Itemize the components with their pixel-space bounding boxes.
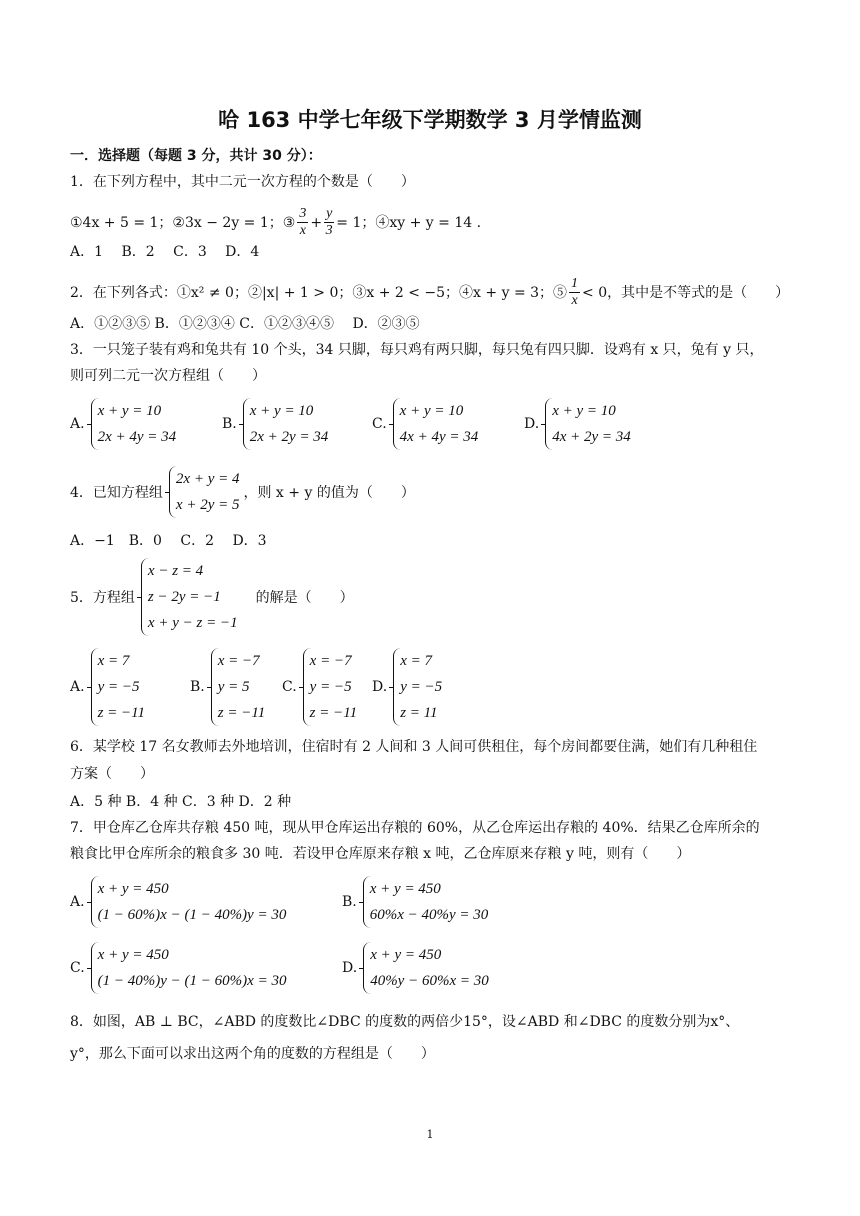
question-6-stem-line1: 6．某学校 17 名女教师去外地培训，住宿时有 2 人间和 3 人间可供租住，每个房间都要住满，她们有几种租住 xyxy=(70,739,758,755)
q3-option-c: C. x + y = 10 4x + 4y = 34 xyxy=(372,398,478,450)
question-3-stem-line1: 3．一只笼子装有鸡和兔共有 10 个头，34 只脚，每只鸡有两只脚，每只兔有四只脚．设鸡有 x 只，兔有 y 只， xyxy=(70,342,764,358)
q5-option-d: D. x = 7 y = −5 z = 11 xyxy=(372,648,442,726)
question-1-equations xyxy=(70,206,481,239)
q7-option-d: D. x + y = 450 40%y − 60%x = 30 xyxy=(342,942,489,994)
q1-plus: + xyxy=(310,214,323,231)
question-5-stem: 5．方程组 x − z = 4 z − 2y = −1 x + y − z = −1 的解是（ ） xyxy=(70,558,354,636)
q5-option-b: B. x = −7 y = 5 z = −11 xyxy=(190,648,265,726)
question-1-options: A．1 B．2 C．3 D．4 xyxy=(70,244,260,260)
q7-option-a: A. x + y = 450 (1 − 60%)x − (1 − 40%)y = 30 xyxy=(70,876,286,928)
question-8-stem-line2: y°，那么下面可以求出这两个角的度数的方程组是（ ） xyxy=(70,1046,435,1062)
question-4-stem: 4．已知方程组 2x + y = 4 x + 2y = 5 ，则 x + y 的值为（ ） xyxy=(70,466,415,518)
q7-option-b: B. x + y = 450 60%x − 40%y = 30 xyxy=(342,876,488,928)
question-2-stem xyxy=(70,276,789,309)
q7-option-c: C. x + y = 450 (1 − 40%)y − (1 − 60%)x = 30 xyxy=(70,942,286,994)
q1-eq-tail: = 1；④xy + y = 14 . xyxy=(336,214,482,231)
question-2-options: A．①②③⑤ B．①②③④ C．①②③④⑤ D．②③⑤ xyxy=(70,316,420,332)
question-4-options: A．−1 B．0 C．2 D．3 xyxy=(70,533,267,549)
question-7-stem-line2: 粮食比甲仓库所余的粮食多 30 吨．若设甲仓库原来存粮 x 吨，乙仓库原来存粮 y 吨，则有（ ） xyxy=(70,846,691,862)
q3-option-d: D. x + y = 10 4x + 2y = 34 xyxy=(524,398,631,450)
question-3-stem-line2: 则可列二元一次方程组（ ） xyxy=(70,368,266,384)
page-title: 哈 163 中学七年级下学期数学 3 月学情监测 xyxy=(218,108,642,132)
q2-fraction: $\frac{1}{x}$ xyxy=(571,276,579,308)
question-7-stem-line1: 7．甲仓库乙仓库共存粮 450 吨，现从甲仓库运出存粮的 60%，从乙仓库运出存粮的 40%．结果乙仓库所余的 xyxy=(70,820,760,836)
q1-fraction-a: $\frac{3}{x}$ xyxy=(299,206,307,238)
question-1-stem: 1．在下列方程中，其中二元一次方程的个数是（ ） xyxy=(70,174,415,190)
q1-fraction-b: $\frac{y}{3}$ xyxy=(325,206,333,238)
q3-option-b: B. x + y = 10 2x + 2y = 34 xyxy=(222,398,328,450)
question-8-stem-line1: 8．如图，AB ⊥ BC，∠ABD 的度数比∠DBC 的度数的两倍少15°，设∠ABD 和∠DBC 的度数分别为x°、 xyxy=(70,1014,740,1030)
q5-option-a: A. x = 7 y = −5 z = −11 xyxy=(70,648,145,726)
page-number: 1 xyxy=(426,1128,434,1141)
section-heading: 一．选择题（每题 3 分，共计 30 分）： xyxy=(70,148,322,164)
q1-eq-part: ①4x + 5 = 1；②3x − 2y = 1；③ xyxy=(70,214,296,231)
q3-option-a: A. x + y = 10 2x + 4y = 34 xyxy=(70,398,176,450)
question-6-stem-line2: 方案（ ） xyxy=(70,766,154,782)
q5-option-c: C. x = −7 y = −5 z = −11 xyxy=(282,648,357,726)
question-6-options: A．5 种 B．4 种 C．3 种 D．2 种 xyxy=(70,794,292,810)
q2-stem-tail: < 0，其中是不等式的是（ ） xyxy=(582,284,790,301)
q2-stem-part: 2．在下列各式：①x² ≠ 0；②|x| + 1 > 0；③x + 2 < −5；④x + y = 3；⑤ xyxy=(70,284,568,301)
